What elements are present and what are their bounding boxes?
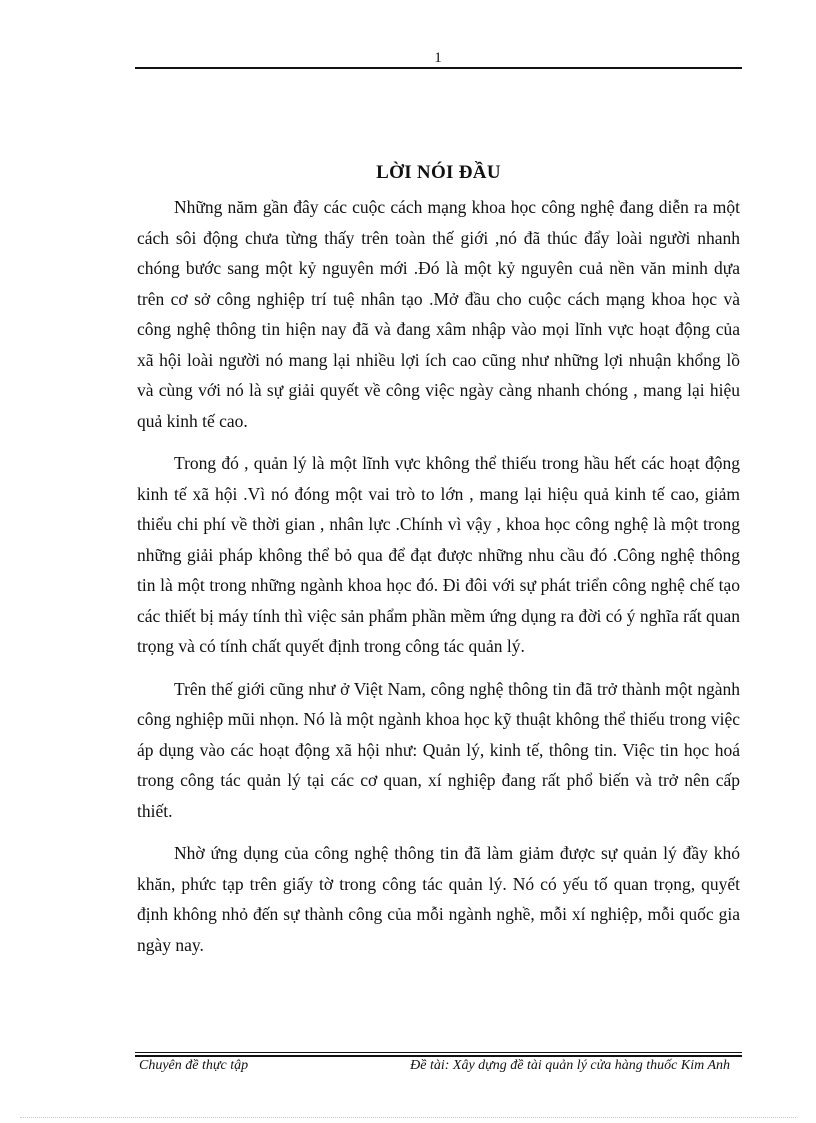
footer-topic-label: Đề tài: Xây dựng đề tài quản lý cửa hàng thuốc Kim Anh: [410, 1058, 730, 1073]
paragraph-3: Trên thế giới cũng như ở Việt Nam, công nghệ thông tin đã trở thành một ngành công nghiệp mũi nhọn. Nó là một ngành khoa học kỹ thuật không thể thiếu trong việc áp dụng vào các hoạt động xã hội như: Quản lý, kinh tế, thông tin. Việc tin học hoá trong công tác quản lý tại các cơ quan, xí nghiệp đang rất phổ biến và trở nên cấp thiết.: [137, 678, 740, 821]
paragraph-4: Nhờ ứng dụng của công nghệ thông tin đã làm giảm được sự quản lý đầy khó khăn, phức tạp trên giấy tờ trong công tác quản lý. Nó có yếu tố quan trọng, quyết định không nhỏ đến sự thành công của mỗi ngành nghề, mỗi xí nghiệp, mỗi quốc gia ngày nay.: [137, 843, 740, 955]
body-text: [137, 192, 740, 972]
page-edge-divider: [20, 1117, 796, 1118]
document-title: LỜI NÓI ĐẦU: [376, 161, 501, 183]
page-number: 1: [434, 50, 442, 66]
paragraph-2: Trong đó , quản lý là một lĩnh vực không thể thiếu trong hầu hết các hoạt động kinh tế xã hội .Vì nó đóng một vai trò to lớn , mang lại hiệu quả kinh tế cao, giảm thiểu chi phí về thời gian , nhân lực .Chính vì vậy , khoa học công nghệ là một trong những giải pháp không thể bỏ qua để đạt được những nhu cầu đó .Công nghệ thông tin là một trong những ngành khoa học đó. Đi đôi với sự phát triển công nghệ chế tạo các thiết bị máy tính thì việc sản phẩm phần mềm ứng dụng ra đời có ý nghĩa rất quan trọng và có tính chất quyết định trong công tác quản lý.: [137, 453, 740, 656]
paragraph-1: Những năm gần đây các cuộc cách mạng khoa học công nghệ đang diễn ra một cách sôi động chưa từng thấy trên toàn thế giới ,nó đã thúc đẩy loài người nhanh chóng bước sang một kỷ nguyên mới .Đó là một kỷ nguyên cuả nền văn minh dựa trên cơ sở công nghiệp trí tuệ nhân tạo .Mở đầu cho cuộc cách mạng khoa học và công nghệ thông tin hiện nay đã và đang xâm nhập vào mọi lĩnh vực hoạt động của xã hội loài người nó mang lại nhiều lợi ích cao cũng như những lợi nhuận khổng lồ và cùng với nó là sự giải quyết về công việc ngày càng nhanh chóng , mang lại hiệu quả kinh tế cao.: [137, 197, 740, 431]
header-rule: [135, 67, 742, 69]
footer-left-label: Chuyên đề thực tập: [139, 1058, 249, 1073]
footer-rule: [135, 1052, 742, 1053]
